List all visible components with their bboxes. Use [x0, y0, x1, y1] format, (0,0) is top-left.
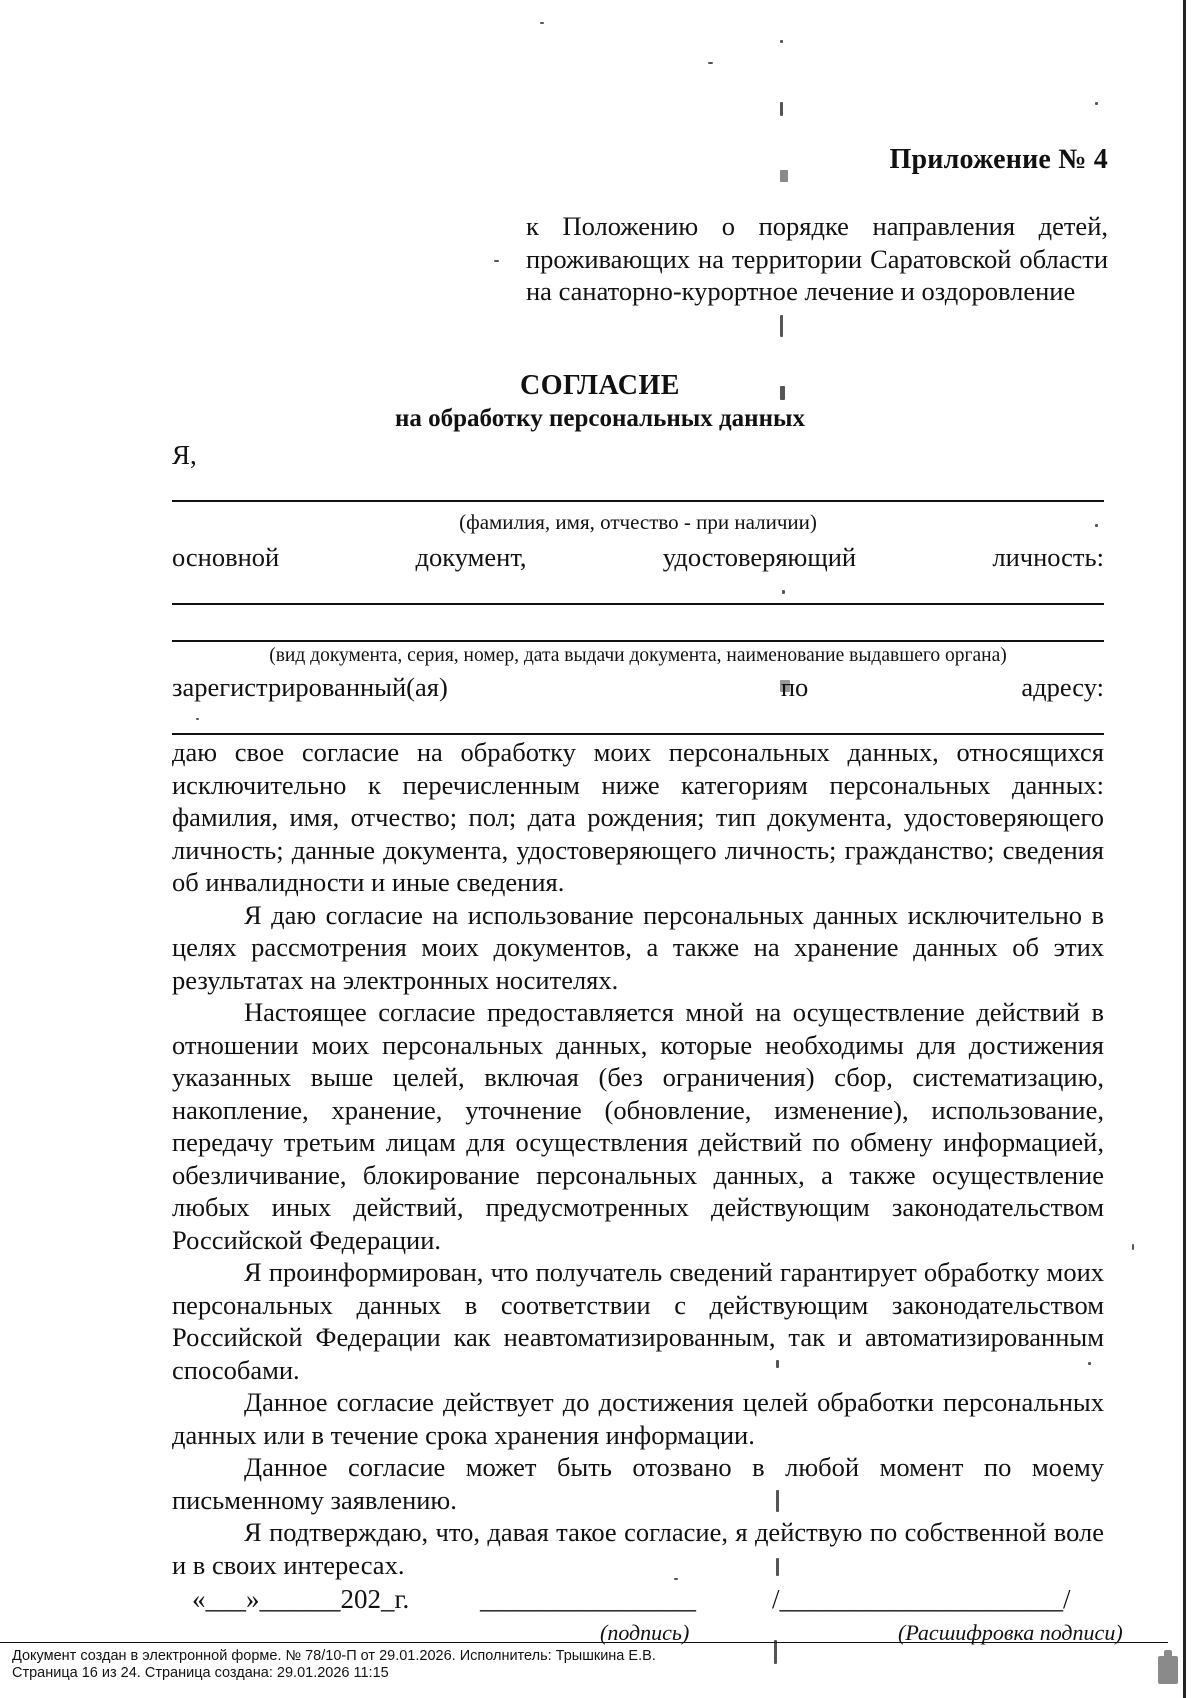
- appendix-reference: к Положению о порядке направления детей, проживающих на территории Саратовской области на санаторно-курортное лечение и оздоровление: [526, 211, 1108, 306]
- stamp-icon: [1158, 1656, 1178, 1684]
- scan-speck: [782, 590, 785, 594]
- scan-speck: [780, 40, 783, 43]
- scan-speck: [196, 718, 199, 720]
- document-title: СОГЛАСИЕ: [520, 370, 680, 401]
- fio-field-line[interactable]: [172, 500, 1104, 502]
- doc-word: личность:: [992, 542, 1104, 572]
- consent-paragraph: Данное согласие может быть отозвано в любой момент по моему письменному заявлению.: [172, 1452, 1104, 1515]
- scan-speck: [780, 102, 783, 116]
- consent-body: [172, 736, 1104, 1581]
- signature-label: (подпись): [600, 1620, 690, 1645]
- scan-speck: [1095, 102, 1098, 105]
- scan-speck: [540, 22, 544, 24]
- scan-speck: [780, 170, 788, 182]
- date-field[interactable]: «___»______202_г.: [192, 1584, 410, 1614]
- scan-speck: [708, 62, 713, 64]
- consent-paragraph: даю свое согласие на обработку моих персональных данных, относящихся исключительно к перечисленным ниже категориям персональных данных: фамилия, имя, отчество; пол; дата рождения; тип документа, удостоверяющего личность; данные документа, удостоверяющего личность; гражданство; сведения об инвалидности и иные сведения.: [172, 737, 1104, 897]
- address-word: адресу:: [1021, 672, 1104, 702]
- consent-paragraph: Настоящее согласие предоставляется мной на осуществление действий в отношении моих персональных данных, которые необходимы для достижения указанных выше целей, включая (без ограничения) сбор, систематизацию, накопление, хранение, уточнение (обновление, изменение), использование, передачу третьим лицам для осуществления действий по обмену информацией, обезличивание, блокирование персональных данных, а также осуществление любых иных действий, предусмотренных действующим законодательством Российской Федерации.: [172, 997, 1104, 1255]
- consent-paragraph: Данное согласие действует до достижения целей обработки персональных данных или в течение срока хранения информации.: [172, 1387, 1104, 1450]
- doc-label-row: [172, 542, 1104, 573]
- decode-label: (Расшифровка подписи): [898, 1620, 1123, 1645]
- consent-paragraph: Я подтверждаю, что, давая такое согласие, я действую по собственной воле и в своих интересах.: [172, 1517, 1104, 1580]
- footer-line: Документ создан в электронной форме. № 78/10-П от 29.01.2026. Исполнитель: Трышкина Е.В.: [12, 1648, 656, 1664]
- doc-word: удостоверяющий: [662, 542, 857, 572]
- footer-line: Страница 16 из 24. Страница создана: 29.01.2026 11:15: [12, 1665, 389, 1681]
- doc-word: документ,: [415, 542, 527, 572]
- consent-paragraph: Я проинформирован, что получатель сведений гарантирует обработку моих персональных данных в соответствии с действующим законодательством Российской Федерации как неавтоматизированным, так и автоматизированным способами.: [172, 1257, 1104, 1385]
- doc-hint: (вид документа, серия, номер, дата выдачи документа, наименование выдавшего органа): [269, 645, 1007, 666]
- appendix-number: Приложение № 4: [889, 144, 1108, 175]
- address-word: по: [780, 672, 809, 702]
- address-field-line[interactable]: [172, 733, 1104, 735]
- i-label: Я,: [172, 440, 197, 470]
- fio-hint: (фамилия, имя, отчество - при наличии): [459, 510, 817, 534]
- scan-speck: [774, 1640, 777, 1664]
- scan-speck: [1132, 1244, 1134, 1250]
- doc-field-line-1[interactable]: [172, 603, 1104, 605]
- document-subtitle: на обработку персональных данных: [395, 405, 805, 432]
- address-word: зарегистрированный(ая): [172, 672, 448, 702]
- doc-word: основной: [172, 542, 280, 572]
- address-label-row: [172, 672, 1104, 703]
- footer: [12, 1648, 656, 1682]
- scan-speck: [780, 315, 783, 337]
- consent-paragraph: Я даю согласие на использование персональных данных исключительно в целях рассмотрения моих документов, а также на хранение данных об этих результатах на электронных носителях.: [172, 899, 1104, 995]
- footer-rule: [0, 1642, 1168, 1643]
- scan-speck: [494, 260, 499, 262]
- page-edge: [1183, 0, 1186, 1698]
- doc-field-line-2[interactable]: [172, 640, 1104, 642]
- signature-decode-field[interactable]: /_____________________/: [772, 1584, 1071, 1614]
- signature-field[interactable]: ________________: [480, 1584, 696, 1614]
